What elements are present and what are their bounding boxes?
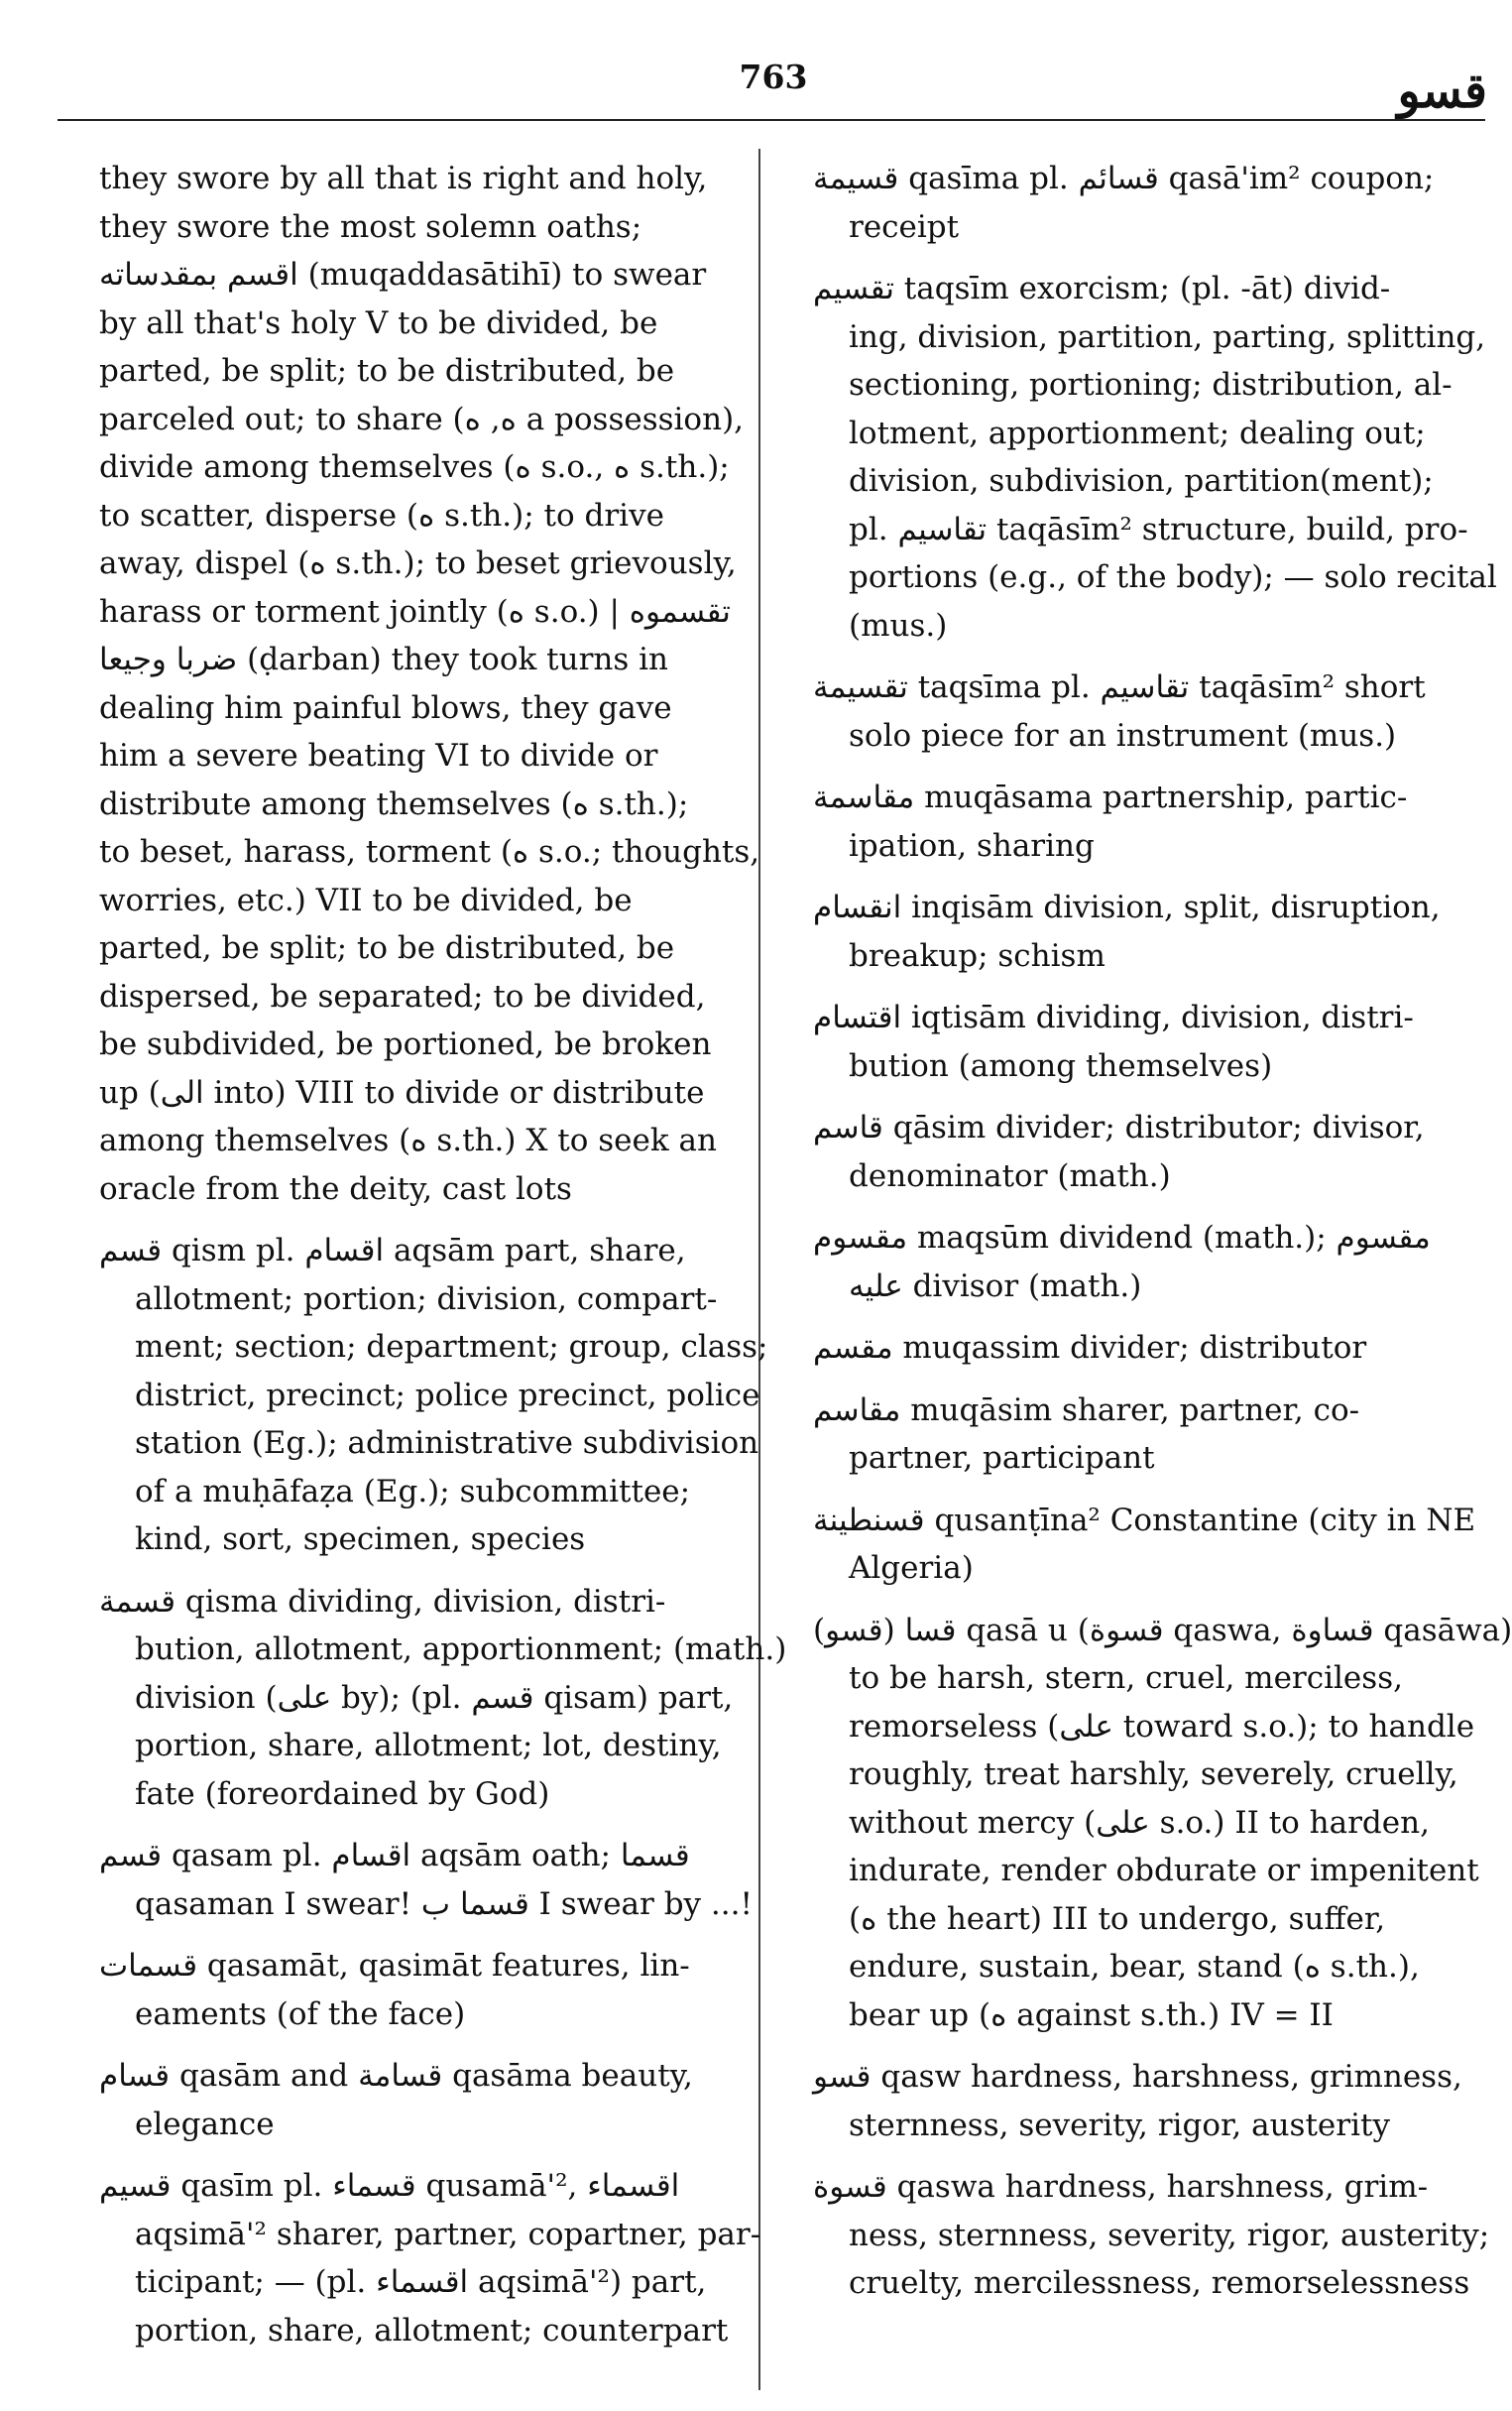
entry-line: roughly, treat harshly, severely, cruelly, <box>849 1756 1458 1792</box>
dictionary-entry <box>813 1607 1512 2040</box>
entry-line: without mercy (على s.o.) II to harden, <box>849 1804 1430 1841</box>
entry-line: قسوة qaswa hardness, harshness, grim- <box>813 2169 1429 2205</box>
entry-line: (ه the heart) III to undergo, suffer, <box>849 1900 1386 1937</box>
entry-line: (mus.) <box>849 607 948 644</box>
entry-line: قسو qasw hardness, harshness, grimness, <box>813 2059 1462 2095</box>
entry-line: قسام qasām and قسامة qasāma beauty, <box>99 2058 693 2094</box>
dictionary-entry <box>813 884 1475 980</box>
entry-line: cruelty, mercilessness, remorselessness <box>849 2265 1470 2301</box>
dictionary-entry <box>99 1227 768 1564</box>
entry-line: bear up (ه against s.th.) IV = II <box>849 1996 1334 2033</box>
entry-line: eaments (of the face) <box>135 1995 466 2032</box>
running-head: قسو <box>1397 63 1487 119</box>
entry-line: partner, participant <box>849 1440 1155 1476</box>
entry-line: dispersed, be separated; to be divided, <box>99 978 706 1015</box>
dictionary-entry <box>813 265 1497 650</box>
entry-line: by all that's holy V to be divided, be <box>99 304 658 341</box>
page-number: 763 <box>739 58 808 96</box>
column-divider <box>758 149 760 2390</box>
entry-line: fate (foreordained by God) <box>135 1775 550 1812</box>
entry-line: lotment, apportionment; dealing out; <box>849 415 1426 451</box>
entry-line: Algeria) <box>849 1550 974 1586</box>
entry-line: bution (among themselves) <box>849 1047 1273 1084</box>
entry-line: division (على by); (pl. قسم qisam) part, <box>135 1679 734 1716</box>
entry-line: bution, allotment, apportionment; (math.) <box>135 1631 787 1667</box>
entry-line: kind, sort, specimen, species <box>135 1521 586 1557</box>
dictionary-entry <box>99 2052 734 2148</box>
entry-line: مقاسم muqāsim sharer, partner, co- <box>813 1391 1360 1428</box>
entry-line: parted, be split; to be distributed, be <box>99 930 675 966</box>
page-header <box>59 40 1487 119</box>
entry-line: ment; section; department; group, class; <box>135 1329 768 1365</box>
entry-line: pl. تقاسيم taqāsīm² structure, build, pro- <box>849 511 1468 547</box>
dictionary-entry <box>813 155 1475 251</box>
dictionary-entry <box>813 1497 1475 1593</box>
entry-line: worries, etc.) VII to be divided, be <box>99 882 633 918</box>
entry-line: distribute among themselves (ه s.th.); <box>99 785 689 822</box>
entry-line: مقسم muqassim divider; distributor <box>813 1330 1367 1366</box>
entry-line: they swore by all that is right and holy, <box>99 161 708 196</box>
entry-line: away, dispel (ه s.th.); to beset grievously, <box>99 545 737 581</box>
entry-line: قسيمة qasīma pl. قسائم qasā'im² coupon; <box>813 161 1435 196</box>
right-column <box>813 155 1512 2376</box>
entry-line: elegance <box>135 2106 275 2142</box>
dictionary-entry <box>99 2162 761 2354</box>
entry-line: up (الى into) VIII to divide or distribute <box>99 1074 705 1111</box>
left-column <box>99 155 787 2376</box>
entry-line: harass or torment jointly (ه s.o.) | تقسموه <box>99 593 731 630</box>
entry-line: قسم qism pl. اقسام aqsām part, share, <box>99 1233 686 1268</box>
entry-line: قسمات qasamāt, qasimāt features, lin- <box>99 1948 690 1984</box>
entry-line: qasaman I swear! قسما ب I swear by ...! <box>135 1885 753 1922</box>
entry-line: breakup; schism <box>849 937 1105 974</box>
entry-line: they swore the most solemn oaths; <box>99 208 642 245</box>
entry-line: division, subdivision, partition(ment); <box>849 463 1434 499</box>
entry-line: among themselves (ه s.th.) X to seek an <box>99 1123 717 1158</box>
entry-line: قسيم qasīm pl. قسماء qusamā'², اقسماء <box>99 2168 680 2204</box>
entry-line: of a muḥāfaẓa (Eg.); subcommittee; <box>135 1473 691 1509</box>
dictionary-entry <box>813 1104 1475 1200</box>
entry-line: sectioning, portioning; distribution, al- <box>849 367 1453 403</box>
entry-line: to be harsh, stern, cruel, merciless, <box>849 1660 1403 1696</box>
entry-line: portions (e.g., of the body); — solo recital <box>849 559 1497 595</box>
entry-line: aqsimā'² sharer, partner, copartner, par- <box>135 2216 761 2252</box>
entry-line: قسنطينة qusanṭīna² Constantine (city in NE <box>813 1502 1476 1538</box>
entry-line: تقسيمة taqsīma pl. تقاسيم taqāsīm² short <box>813 669 1426 705</box>
entry-line: to beset, harass, torment (ه s.o.; thoughts, <box>99 834 760 870</box>
dictionary-entry <box>813 663 1475 760</box>
entry-line: be subdivided, be portioned, be broken <box>99 1026 712 1062</box>
entry-line: قسمة qisma dividing, division, distri- <box>99 1583 666 1620</box>
entry-line: ing, division, partition, parting, splitting, <box>849 318 1486 355</box>
entry-line: divide among themselves (ه s.o., ه s.th.); <box>99 449 730 485</box>
entry-line: solo piece for an instrument (mus.) <box>849 717 1397 754</box>
dictionary-entry <box>813 1386 1475 1483</box>
dictionary-entry <box>99 1942 734 2038</box>
dictionary-entry <box>99 155 760 1213</box>
entry-line: parted, be split; to be distributed, be <box>99 353 675 389</box>
entry-line: اقتسام iqtisām dividing, division, distri- <box>813 1000 1414 1035</box>
entry-line: ticipant; — (pl. اقسماء aqsimā'²) part, <box>135 2264 707 2300</box>
entry-line: مقاسمة muqāsama partnership, partic- <box>813 780 1408 815</box>
entry-line: ipation, sharing <box>849 827 1095 864</box>
entry-line: dealing him painful blows, they gave <box>99 689 672 726</box>
entry-line: station (Eg.); administrative subdivision <box>135 1425 759 1461</box>
dictionary-entry <box>813 1214 1475 1310</box>
entry-line: to scatter, disperse (ه s.th.); to drive <box>99 497 664 534</box>
entry-line: district, precinct; police precinct, police <box>135 1377 760 1413</box>
dictionary-entry <box>813 1324 1475 1373</box>
entry-line: endure, sustain, bear, stand (ه s.th.), <box>849 1949 1420 1985</box>
entry-line: parceled out; to share (ه, ه a possession), <box>99 401 745 437</box>
header-rule <box>58 119 1485 121</box>
entry-line: (قسو) قسا qasā u (قسوة qaswa, قساوة qasāwa) <box>813 1612 1512 1648</box>
dictionary-entry <box>99 1578 787 1819</box>
entry-line: اقسم بمقدساته (muqaddasātihī) to swear <box>99 257 707 293</box>
entry-line: تقسيم taqsīm exorcism; (pl. -āt) divid- <box>813 271 1391 306</box>
entry-line: receipt <box>849 208 960 245</box>
entry-line: indurate, render obdurate or impenitent <box>849 1853 1479 1888</box>
entry-line: sternness, severity, rigor, austerity <box>849 2107 1390 2143</box>
entry-line: allotment; portion; division, compart- <box>135 1280 718 1317</box>
entry-line: oracle from the deity, cast lots <box>99 1170 572 1207</box>
dictionary-entry <box>813 2053 1475 2149</box>
entry-line: ness, sternness, severity, rigor, austerity; <box>849 2217 1490 2253</box>
entry-line: مقسوم maqsūm dividend (math.); مقسوم <box>813 1220 1431 1256</box>
dictionary-entry <box>99 1832 753 1928</box>
entry-line: ضربا وجيعا (ḍarban) they took turns in <box>99 642 668 677</box>
entry-line: عليه divisor (math.) <box>849 1267 1142 1304</box>
entry-line: portion, share, allotment; lot, destiny, <box>135 1728 722 1763</box>
dictionary-entry <box>813 994 1475 1090</box>
entry-line: قسم qasam pl. اقسام aqsām oath; قسما <box>99 1838 690 1873</box>
entry-line: remorseless (على toward s.o.); to handle <box>849 1708 1475 1745</box>
entry-line: him a severe beating VI to divide or <box>99 738 658 774</box>
dictionary-entry <box>813 774 1475 870</box>
entry-line: قاسم qāsim divider; distributor; divisor, <box>813 1110 1425 1145</box>
dictionary-entry <box>813 2163 1490 2308</box>
entry-line: portion, share, allotment; counterpart <box>135 2312 729 2349</box>
entry-line: انقسام inqisām division, split, disruption, <box>813 890 1441 925</box>
entry-line: denominator (math.) <box>849 1157 1171 1194</box>
